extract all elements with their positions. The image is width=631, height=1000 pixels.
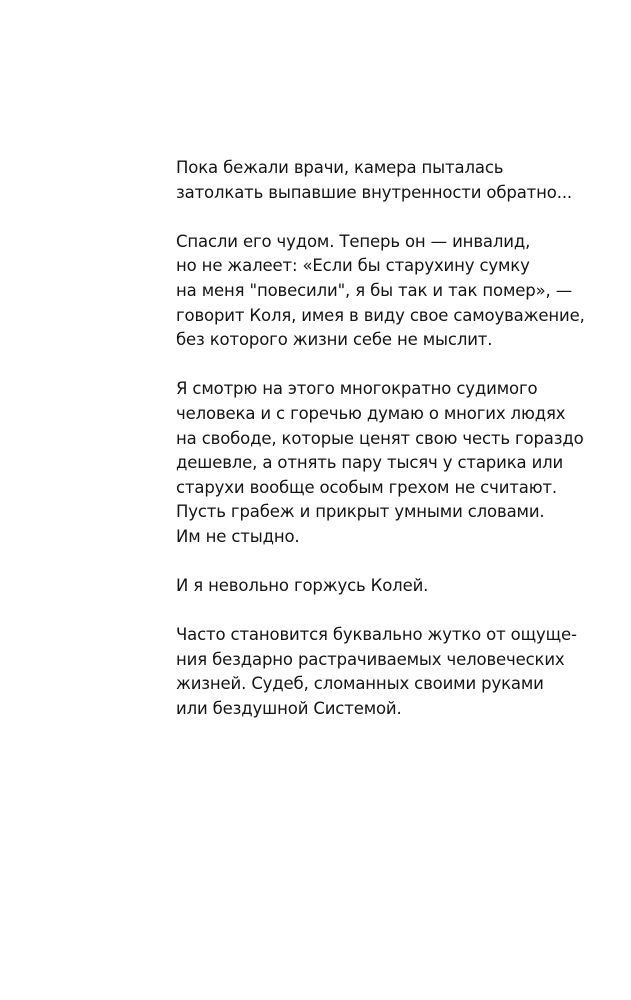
- text-line: на меня "повесили", я бы так и так помер», —: [176, 280, 573, 300]
- paragraph-3: [176, 377, 596, 549]
- text-line: ния бездарно растрачиваемых человеческих: [176, 649, 565, 669]
- text-line: Часто становится буквально жутко от ощуще-: [176, 625, 577, 645]
- text-line: жизней. Судеб, сломанных своими руками: [176, 674, 544, 694]
- text-line: старухи вообще особым грехом не считают.: [176, 477, 557, 497]
- text-line: Им не стыдно.: [176, 526, 300, 546]
- text-line: человека и с горечью думаю о многих людях: [176, 403, 566, 423]
- paragraph-1: [176, 156, 596, 205]
- paragraph-2: [176, 230, 596, 353]
- paragraph-4: [176, 574, 596, 599]
- text-line: говорит Коля, имея в виду свое самоуважение,: [176, 305, 585, 325]
- text-line: но не жалеет: «Если бы старухину сумку: [176, 256, 530, 276]
- text-line: Пусть грабеж и прикрыт умными словами.: [176, 502, 545, 522]
- text-line: на свободе, которые ценят свою честь гораздо: [176, 428, 584, 448]
- text-line: дешевле, а отнять пару тысяч у старика или: [176, 453, 564, 473]
- body-text: [176, 156, 596, 746]
- text-line: Я смотрю на этого многократно судимого: [176, 379, 538, 399]
- text-line: Пока бежали врачи, камера пыталась: [176, 158, 504, 177]
- text-line: без которого жизни себе не мыслит.: [176, 330, 493, 350]
- text-line: или бездушной Системой.: [176, 699, 402, 719]
- paragraph-5: [176, 623, 596, 721]
- text-line: И я невольно горжусь Колей.: [176, 576, 429, 596]
- text-line: затолкать выпавшие внутренности обратно...: [176, 182, 573, 202]
- text-line: Спасли его чудом. Теперь он — инвалид,: [176, 231, 531, 251]
